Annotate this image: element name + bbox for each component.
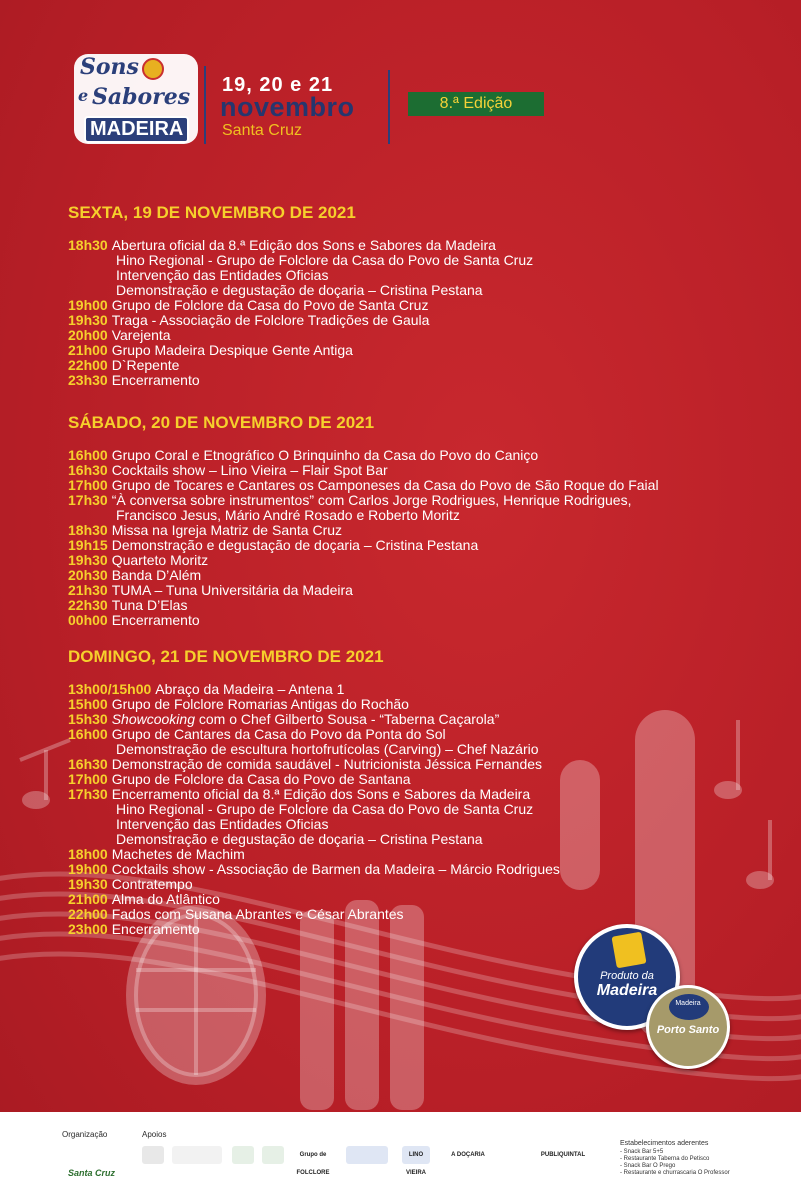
- schedule-emphasis: Showcooking: [111, 711, 195, 727]
- logo-text-sons: Sons: [80, 54, 139, 80]
- schedule-text: D`Repente: [111, 357, 180, 373]
- day-title: SEXTA, 19 DE NOVEMBRO DE 2021: [68, 203, 356, 222]
- schedule-time: 19h15: [68, 537, 108, 553]
- day-schedule-list: [68, 682, 768, 937]
- sponsor-logo: [172, 1146, 222, 1164]
- schedule-time: 20h00: [68, 327, 108, 343]
- schedule-item: [68, 697, 768, 712]
- footer-organizacao-label: Organização: [62, 1130, 108, 1139]
- schedule-time: 17h00: [68, 477, 108, 493]
- schedule-item: [68, 328, 768, 343]
- sons-e-sabores-logo: [74, 54, 198, 142]
- santa-cruz-logo: Santa Cruz: [68, 1168, 116, 1178]
- estabelecimento-item: - Snack Bar 5+5: [620, 1149, 664, 1155]
- schedule-item: [68, 727, 768, 742]
- schedule-item: [68, 568, 768, 583]
- schedule-time: 22h00: [68, 906, 108, 922]
- sponsor-logo: LINO VIEIRA: [402, 1146, 430, 1164]
- event-month: novembro: [220, 92, 355, 122]
- schedule-item: [68, 283, 768, 298]
- schedule-item: [68, 922, 768, 937]
- schedule-time: 21h30: [68, 582, 108, 598]
- schedule-item: [68, 757, 768, 772]
- sponsor-logo: Grupo de FOLCLORE: [290, 1146, 336, 1164]
- schedule-item: [68, 862, 768, 877]
- day-title: SÁBADO, 20 DE NOVEMBRO DE 2021: [68, 413, 375, 432]
- schedule-item: [68, 802, 768, 817]
- schedule-item: [68, 613, 768, 628]
- schedule-text: Varejenta: [111, 327, 171, 343]
- schedule-time: 21h00: [68, 891, 108, 907]
- schedule-text: Banda D’Além: [111, 567, 202, 583]
- schedule-item: [68, 598, 768, 613]
- schedule-text: Grupo de Folclore da Casa do Povo de Santana: [111, 771, 411, 787]
- logo-text-madeira: MADEIRA: [84, 116, 189, 143]
- schedule-text: Cocktails show - Associação de Barmen da Madeira – Márcio Rodrigues: [111, 861, 560, 877]
- seal-text-porto-santo: Porto Santo: [656, 1024, 720, 1036]
- schedule-item: [68, 583, 768, 598]
- schedule-item: [68, 508, 768, 523]
- schedule-item: [68, 358, 768, 373]
- schedule-item: [68, 892, 768, 907]
- schedule-time: 00h00: [68, 612, 108, 628]
- schedule-text: Encerramento oficial da 8.ª Edição dos Sons e Sabores da Madeira: [111, 786, 531, 802]
- schedule-item: [68, 313, 768, 328]
- day-schedule-list: [68, 238, 768, 388]
- schedule-text: Grupo de Folclore da Casa do Povo de Santa Cruz: [111, 297, 429, 313]
- edition-badge: 8.ª Edição: [408, 92, 544, 116]
- logo-text-sabores: Sabores: [92, 84, 191, 110]
- schedule-time: 18h30: [68, 237, 108, 253]
- schedule-time: 19h30: [68, 552, 108, 568]
- schedule-time: 15h30: [68, 711, 108, 727]
- schedule-text: Abertura oficial da 8.ª Edição dos Sons e Sabores da Madeira: [111, 237, 496, 253]
- schedule-time: 17h30: [68, 786, 108, 802]
- sponsor-logo: A DOÇARIA: [446, 1146, 490, 1164]
- schedule-time: 13h00/15h00: [68, 681, 152, 697]
- event-dates: 19, 20 e 21: [222, 74, 334, 96]
- sponsor-logo: [346, 1146, 388, 1164]
- schedule-text: Hino Regional - Grupo de Folclore da Casa do Povo de Santa Cruz: [116, 801, 534, 817]
- schedule-time: 16h00: [68, 447, 108, 463]
- schedule-text: TUMA – Tuna Universitária da Madeira: [111, 582, 353, 598]
- schedule-text: com o Chef Gilberto Sousa - “Taberna Caçarola”: [198, 711, 500, 727]
- schedule-time: 18h00: [68, 846, 108, 862]
- schedule-text: Demonstração de escultura hortofrutícolas (Carving) – Chef Nazário: [116, 741, 539, 757]
- header-divider: [204, 66, 206, 144]
- schedule-item: [68, 298, 768, 313]
- sponsor-logo: [500, 1146, 526, 1164]
- schedule-text: Traga - Associação de Folclore Tradições de Gaula: [111, 312, 430, 328]
- schedule-item: [68, 832, 768, 847]
- seal-text-produto: Produto da: [600, 970, 654, 982]
- header-divider: [388, 70, 390, 144]
- schedule-item: [68, 787, 768, 802]
- schedule-text: Demonstração de comida saudável - Nutricionista Jéssica Fernandes: [111, 756, 543, 772]
- schedule-text: Hino Regional - Grupo de Folclore da Casa do Povo de Santa Cruz: [116, 252, 534, 268]
- schedule-item: [68, 907, 768, 922]
- schedule-text: Quarteto Moritz: [111, 552, 209, 568]
- schedule-item: [68, 478, 768, 493]
- schedule-time: 17h00: [68, 771, 108, 787]
- logo-text-e: e: [78, 86, 89, 105]
- schedule-text: Demonstração e degustação de doçaria – Cristina Pestana: [116, 831, 483, 847]
- schedule-text: “À conversa sobre instrumentos” com Carlos Jorge Rodrigues, Henrique Rodrigues,: [111, 492, 632, 508]
- schedule-time: 23h00: [68, 921, 108, 937]
- day-title: DOMINGO, 21 DE NOVEMBRO DE 2021: [68, 647, 384, 666]
- schedule-text: Fados com Susana Abrantes e César Abrantes: [111, 906, 404, 922]
- estabelecimentos-list: [620, 1140, 730, 1177]
- schedule-text: Encerramento: [111, 372, 200, 388]
- schedule-item: [68, 682, 768, 697]
- schedule-text: Grupo Madeira Despique Gente Antiga: [111, 342, 353, 358]
- schedule-text: Intervenção das Entidades Oficias: [116, 267, 329, 283]
- schedule-time: 18h30: [68, 522, 108, 538]
- sponsor-logo: [232, 1146, 254, 1164]
- schedule-item: [68, 847, 768, 862]
- schedule-time: 16h00: [68, 726, 108, 742]
- schedule-text: Demonstração e degustação de doçaria – Cristina Pestana: [116, 282, 483, 298]
- schedule-item: [68, 373, 768, 388]
- schedule-time: 19h00: [68, 861, 108, 877]
- schedule-item: [68, 817, 768, 832]
- estabelecimento-item: - Restaurante e churrascaria O Professor: [620, 1170, 730, 1176]
- schedule-text: Tuna D’Elas: [111, 597, 188, 613]
- schedule-text: Contratempo: [111, 876, 193, 892]
- footer-apoios-label: Apoios: [142, 1130, 167, 1139]
- schedule-time: 22h00: [68, 357, 108, 373]
- madeira-flag-icon: [142, 58, 164, 80]
- schedule-text: Francisco Jesus, Mário André Rosado e Roberto Moritz: [116, 507, 460, 523]
- schedule-item: [68, 523, 768, 538]
- schedule-text: Missa na Igreja Matriz de Santa Cruz: [111, 522, 343, 538]
- schedule-item: [68, 268, 768, 283]
- schedule-item: [68, 493, 768, 508]
- schedule-text: Machetes de Machim: [111, 846, 245, 862]
- estabelecimento-item: - Restaurante Taberna do Petisco: [620, 1156, 710, 1162]
- schedule-time: 20h30: [68, 567, 108, 583]
- schedule-time: 15h00: [68, 696, 108, 712]
- schedule-time: 21h00: [68, 342, 108, 358]
- schedule-item: [68, 448, 768, 463]
- schedule-item: [68, 538, 768, 553]
- sponsor-logo: [142, 1146, 164, 1164]
- schedule-text: Abraço da Madeira – Antena 1: [155, 681, 345, 697]
- cross-emblem-icon: [669, 994, 709, 1020]
- schedule-time: 23h30: [68, 372, 108, 388]
- seal-text-madeira: Madeira: [596, 982, 658, 999]
- sponsor-logo: [262, 1146, 284, 1164]
- schedule-time: 19h30: [68, 876, 108, 892]
- schedule-item: [68, 463, 768, 478]
- seal-text-madeira-small: Madeira: [675, 1000, 701, 1007]
- schedule-time: 19h30: [68, 312, 108, 328]
- schedule-text: Alma do Atlântico: [111, 891, 220, 907]
- schedule-text: Demonstração e degustação de doçaria – Cristina Pestana: [111, 537, 479, 553]
- porto-santo-seal: [646, 985, 730, 1069]
- schedule-time: 17h30: [68, 492, 108, 508]
- schedule-item: [68, 253, 768, 268]
- schedule-item: [68, 238, 768, 253]
- schedule-text: Grupo de Cantares da Casa do Povo da Ponta do Sol: [111, 726, 446, 742]
- schedule-item: [68, 772, 768, 787]
- schedule-text: Grupo Coral e Etnográfico O Brinquinho da Casa do Povo do Caniço: [111, 447, 539, 463]
- estabelecimentos-title: Estabelecimentos aderentes: [620, 1140, 709, 1147]
- day-schedule-list: [68, 448, 768, 628]
- schedule-item: [68, 742, 768, 757]
- cross-emblem-icon: [611, 932, 646, 969]
- event-place: Santa Cruz: [222, 122, 303, 139]
- schedule-text: Grupo de Tocares e Cantares os Camponeses da Casa do Povo de São Roque do Faial: [111, 477, 659, 493]
- schedule-text: Cocktails show – Lino Vieira – Flair Spot Bar: [111, 462, 388, 478]
- schedule-text: Grupo de Folclore Romarias Antigas do Rochão: [111, 696, 409, 712]
- schedule-text: Encerramento: [111, 921, 200, 937]
- schedule-item: [68, 877, 768, 892]
- schedule-time: 16h30: [68, 462, 108, 478]
- schedule-item: [68, 712, 768, 727]
- sponsor-logo: PUBLIQUINTAL: [540, 1146, 586, 1164]
- schedule-time: 19h00: [68, 297, 108, 313]
- schedule-item: [68, 553, 768, 568]
- schedule-text: Encerramento: [111, 612, 200, 628]
- schedule-item: [68, 343, 768, 358]
- estabelecimento-item: - Snack Bar O Prego: [620, 1163, 676, 1169]
- schedule-time: 16h30: [68, 756, 108, 772]
- schedule-time: 22h30: [68, 597, 108, 613]
- schedule-text: Intervenção das Entidades Oficias: [116, 816, 329, 832]
